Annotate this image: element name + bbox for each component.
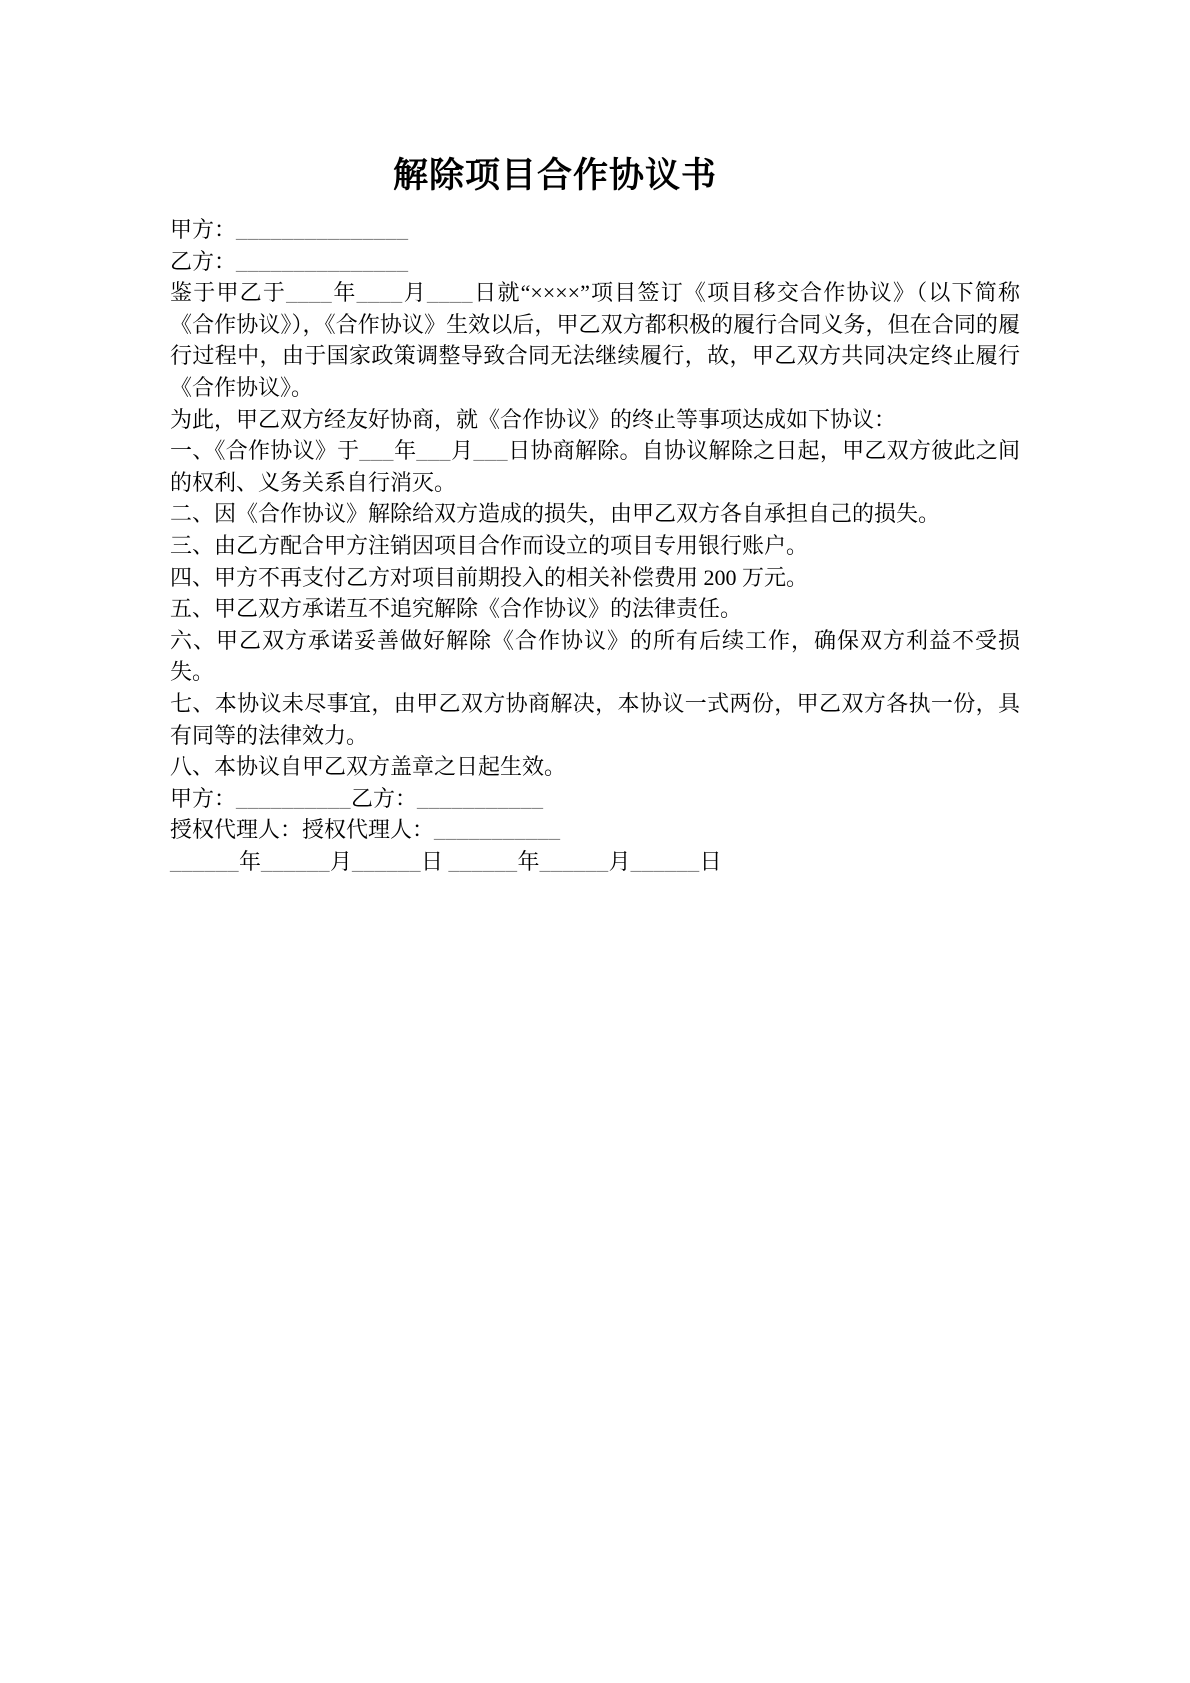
signature-dates-line — [170, 846, 1020, 878]
text-run: 三、由乙方配合甲方注销因项目合作而设立的项目专用银行账户。 — [170, 532, 809, 558]
text-run: 七、本协议未尽事宜，由甲乙双方协商解决，本协议一式两份，甲乙双方各执一份，具有同等的法律效力。 — [170, 690, 1020, 748]
recital — [170, 277, 1020, 403]
clause-2 — [170, 498, 1020, 530]
clause-1 — [170, 435, 1020, 498]
text-run: 日 — [699, 848, 722, 874]
text-run: 年 — [239, 848, 262, 874]
blank-underline: ___________ — [434, 817, 561, 843]
text-run: 四、甲方不再支付乙方对项目前期投入的相关补偿费用 200 万元。 — [170, 564, 809, 590]
text-run: 月 — [608, 848, 631, 874]
blank-underline: ___ — [359, 438, 394, 464]
blank-underline: ___________ — [417, 785, 544, 811]
text-run: 六、甲乙双方承诺妥善做好解除《合作协议》的所有后续工作，确保双方利益不受损失。 — [170, 627, 1020, 685]
document-body — [170, 214, 1020, 877]
clause-3 — [170, 530, 1020, 562]
blank-underline: ___ — [473, 438, 508, 464]
blank-underline: ______ — [352, 848, 422, 874]
party-a-line — [170, 214, 1020, 246]
text-run: 月 — [402, 280, 428, 306]
blank-underline: _______________ — [236, 217, 409, 242]
text-run: 日协商解除。自协议解除之日起，甲乙双方彼此之间的权利、义务关系自行消灭。 — [170, 438, 1020, 495]
blank-underline: ______ — [261, 848, 331, 874]
text-run: 二、因《合作协议》解除给双方造成的损失，由甲乙双方各自承担自己的损失。 — [170, 501, 941, 527]
preamble — [170, 404, 1020, 436]
blank-underline: __________ — [236, 785, 352, 811]
blank-underline: ______ — [448, 848, 518, 874]
blank-underline: ___ — [416, 438, 451, 464]
blank-underline: ______ — [630, 848, 700, 874]
signature-parties-line — [170, 783, 1020, 815]
blank-underline: ____ — [286, 280, 333, 306]
clause-7 — [170, 688, 1020, 751]
text-run: 甲方： — [170, 785, 237, 811]
text-run: 年 — [393, 438, 417, 464]
clause-6 — [170, 625, 1020, 688]
blank-underline: ______ — [539, 848, 609, 874]
text-run: 乙方： — [170, 248, 237, 274]
text-run: 为此，甲乙双方经友好协商，就《合作协议》的终止等事项达成如下协议： — [170, 406, 897, 432]
blank-underline: _______________ — [236, 248, 409, 274]
text-run: 日 — [421, 848, 449, 874]
text-run: 年 — [517, 848, 540, 874]
blank-underline: ____ — [427, 280, 474, 306]
text-run: 月 — [450, 438, 474, 464]
text-run: 五、甲乙双方承诺互不追究解除《合作协议》的法律责任。 — [170, 596, 743, 622]
signature-agents-line — [170, 814, 1020, 846]
clause-8 — [170, 751, 1020, 783]
text-run: 甲方： — [170, 217, 237, 242]
blank-underline: ______ — [170, 848, 239, 874]
text-run: 八、本协议自甲乙双方盖章之日起生效。 — [170, 754, 567, 780]
blank-underline: ____ — [356, 280, 403, 306]
text-run: 日就“××××”项目签订《项目移交合作协议》（以下简称《合作协议》），《合作协议》生效以后，甲乙双方都积极的履行合同义务，但在合同的履行过程中，由于国家政策调整导致合同无法继续履行，故，甲乙双方共同决定终止履行《合作协议》。 — [170, 280, 1020, 400]
clause-4 — [170, 562, 1020, 594]
text-run: 乙方： — [351, 785, 418, 811]
text-run: 年 — [332, 280, 357, 306]
text-run: 月 — [330, 848, 353, 874]
text-run: 一、《合作协议》于 — [170, 438, 360, 464]
text-run: 鉴于甲乙于 — [170, 280, 287, 306]
clause-5 — [170, 593, 1020, 625]
document-title: 解除项目合作协议书 — [392, 156, 717, 195]
party-b-line — [170, 246, 1020, 278]
text-run: 授权代理人：授权代理人： — [170, 817, 435, 843]
